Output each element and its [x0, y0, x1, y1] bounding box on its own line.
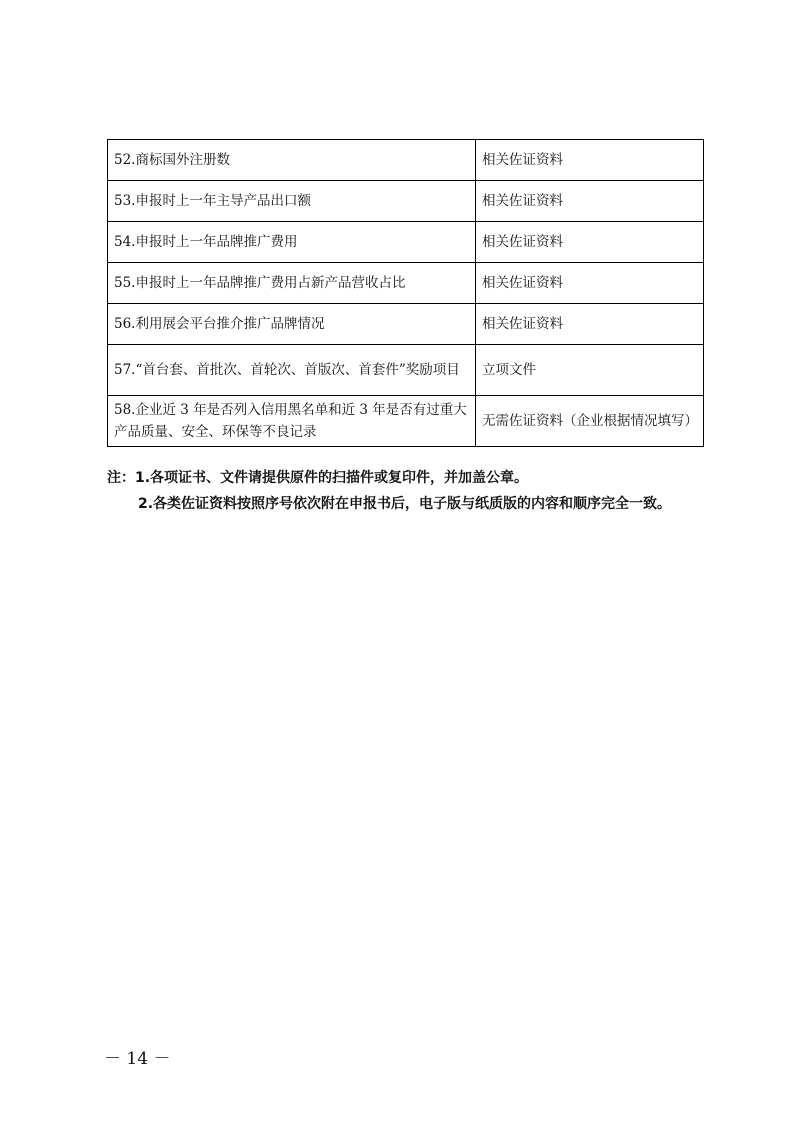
table-row	[108, 263, 704, 304]
item-cell: 55.申报时上一年品牌推广费用占新产品营收占比	[108, 263, 476, 304]
item-cell: 53.申报时上一年主导产品出口额	[108, 181, 476, 222]
material-cell: 立项文件	[476, 345, 704, 396]
item-cell: 56.利用展会平台推介推广品牌情况	[108, 304, 476, 345]
material-cell: 相关佐证资料	[476, 140, 704, 181]
table-row	[108, 396, 704, 447]
material-cell: 相关佐证资料	[476, 263, 704, 304]
note-1: 注：1.各项证书、文件请提供原件的扫描件或复印件，并加盖公章。	[107, 470, 529, 486]
material-cell: 无需佐证资料（企业根据情况填写）	[476, 396, 704, 447]
page-number: － 14 －	[104, 1049, 171, 1069]
table-row	[108, 345, 704, 396]
item-cell: 58.企业近 3 年是否列入信用黑名单和近 3 年是否有过重大产品质量、安全、环保等不良记录	[108, 396, 476, 447]
table-row	[108, 304, 704, 345]
material-cell: 相关佐证资料	[476, 181, 704, 222]
supporting-materials-table	[107, 139, 704, 447]
note-2: 2.各类佐证资料按照序号依次附在申报书后，电子版与纸质版的内容和顺序完全一致。	[138, 496, 672, 512]
material-cell: 相关佐证资料	[476, 304, 704, 345]
material-cell: 相关佐证资料	[476, 222, 704, 263]
item-cell: 54.申报时上一年品牌推广费用	[108, 222, 476, 263]
item-cell: 57.“首台套、首批次、首轮次、首版次、首套件”奖励项目	[108, 345, 476, 396]
table-row	[108, 222, 704, 263]
notes-section	[107, 465, 707, 517]
table-row	[108, 140, 704, 181]
table-row	[108, 181, 704, 222]
item-cell: 52.商标国外注册数	[108, 140, 476, 181]
